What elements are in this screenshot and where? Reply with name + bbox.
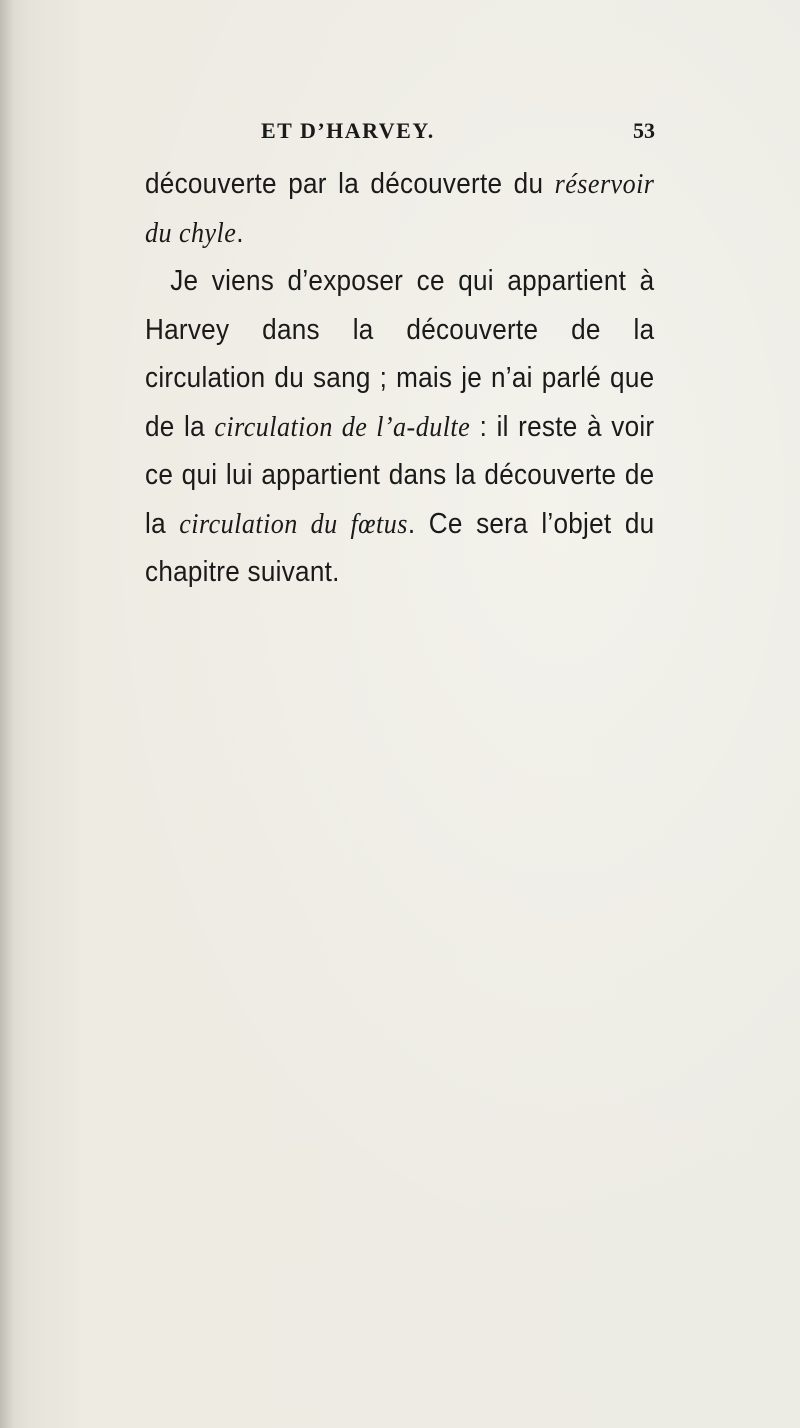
paragraph-1: [145, 160, 654, 257]
running-title: ET D’HARVEY.: [261, 118, 435, 143]
paragraph-2: [145, 257, 654, 597]
paragraph-1-italic-1: réservoir du chyle: [145, 168, 655, 249]
page-gutter-shadow: [0, 0, 14, 1428]
paragraph-1-text-2: .: [236, 216, 244, 249]
paragraph-1-text-1: découverte par la découverte du: [145, 168, 555, 200]
page-number: 53: [633, 118, 655, 143]
paragraph-2-italic-2: circulation du fœtus: [179, 507, 408, 540]
paragraph-2-text-3: . Ce sera l’objet du chapitre suivant.: [145, 507, 655, 588]
paragraph-2-text-1: Je viens d’exposer ce qui appartient à Harvey dans la découverte de la circulation du sang ; mais je n’ai parlé que de la: [145, 265, 655, 443]
running-head: [145, 118, 655, 148]
body-text: [145, 160, 654, 597]
paragraph-2-italic-1: circulation de l’a-dulte: [214, 410, 471, 443]
paragraph-2-text-2: : il reste à voir ce qui lui appartient dans la découverte de la: [145, 410, 655, 540]
